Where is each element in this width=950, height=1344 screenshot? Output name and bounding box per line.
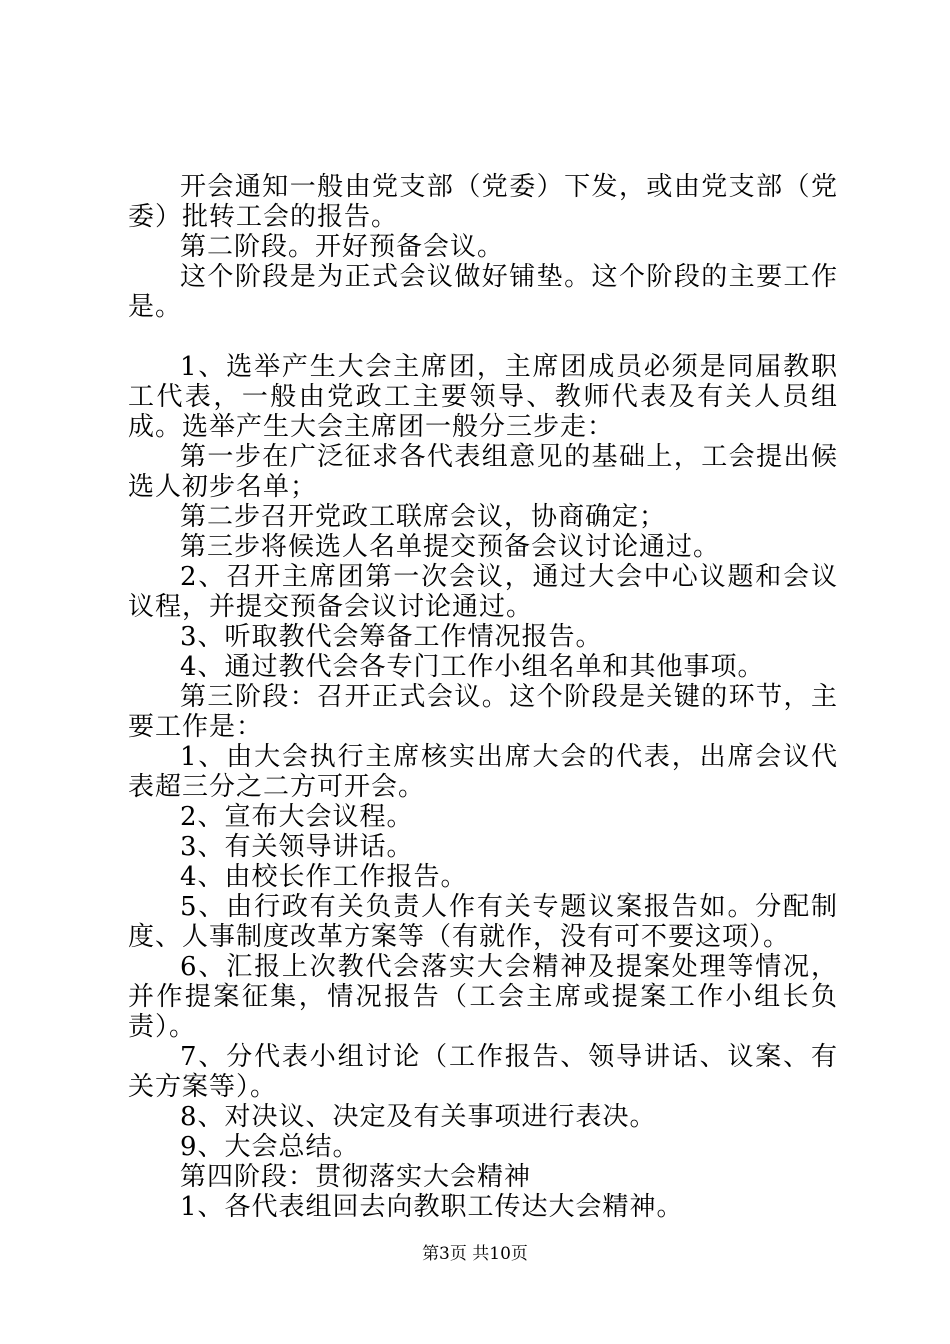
section-heading: 第三阶段：召开正式会议。这个阶段是关键的环节，主要工作是： [128,682,838,742]
list-item: 5、由行政有关负责人作有关专题议案报告如。分配制度、人事制度改革方案等（有就作，没有可不要这项）。 [128,892,838,952]
paragraph: 这个阶段是为正式会议做好铺垫。这个阶段的主要工作是。 [128,262,838,322]
list-item: 4、通过教代会各专门工作小组名单和其他事项。 [180,652,765,682]
section-heading: 第二阶段。开好预备会议。 [180,232,505,262]
list-item: 9、大会总结。 [180,1132,360,1162]
list-item: 2、宣布大会议程。 [180,802,414,832]
list-item: 7、分代表小组讨论（工作报告、领导讲话、议案、有关方案等）。 [128,1042,838,1102]
paragraph: 第二步召开党政工联席会议，协商确定； [180,502,667,532]
paragraph: 第三步将候选人名单提交预备会议讨论通过。 [180,532,721,562]
list-item: 3、有关领导讲话。 [180,832,414,862]
list-item: 4、由校长作工作报告。 [180,862,468,892]
section-heading: 第四阶段：贯彻落实大会精神 [180,1162,532,1192]
list-item: 8、对决议、决定及有关事项进行表决。 [180,1102,657,1132]
list-item: 3、听取教代会筹备工作情况报告。 [180,622,603,652]
paragraph: 开会通知一般由党支部（党委）下发，或由党支部（党委）批转工会的报告。 [128,172,838,232]
list-item: 1、由大会执行主席核实出席大会的代表，出席会议代表超三分之二方可开会。 [128,742,838,802]
list-item: 1、各代表组回去向教职工传达大会精神。 [180,1192,684,1222]
list-item: 1、选举产生大会主席团，主席团成员必须是同届教职工代表，一般由党政工主要领导、教师代表及有关人员组成。选举产生大会主席团一般分三步走： [128,352,838,442]
document-body [128,172,838,1222]
list-item: 2、召开主席团第一次会议，通过大会中心议题和会议议程，并提交预备会议讨论通过。 [128,562,838,622]
page-number-footer: 第3页 共10页 [422,1244,528,1264]
list-item: 6、汇报上次教代会落实大会精神及提案处理等情况，并作提案征集，情况报告（工会主席或提案工作小组长负责）。 [128,952,838,1042]
paragraph: 第一步在广泛征求各代表组意见的基础上，工会提出候选人初步名单； [128,442,838,502]
